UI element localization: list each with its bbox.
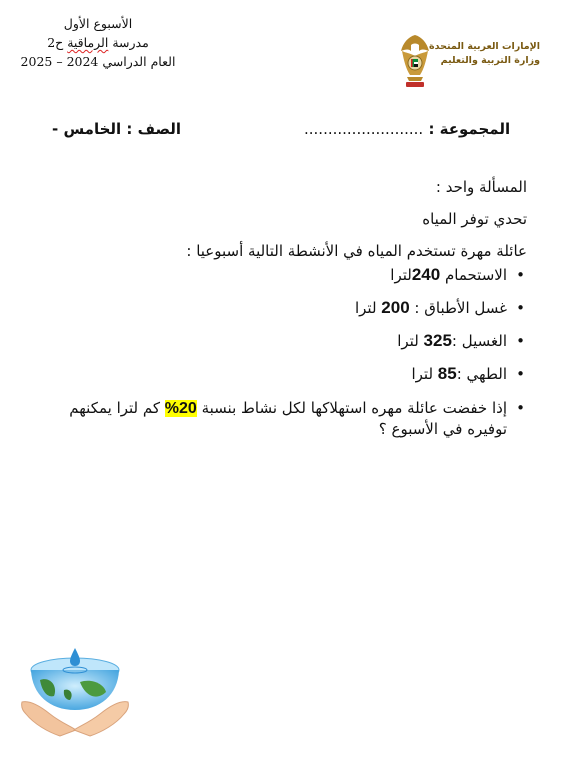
highlighted-percent: 20% (164, 400, 197, 417)
school-name: الرماقية (67, 35, 109, 50)
school-suffix: ح2 (47, 35, 68, 50)
group-label: المجموعة : (428, 120, 511, 138)
header-info (8, 14, 188, 71)
question-text-after: كم لترا يمكنهم توفيره في الأسبوع ؟ (69, 399, 507, 438)
problem-subtitle: تحدي توفر المياه (422, 210, 527, 228)
water-globe-hands-icon (20, 640, 130, 740)
problem-intro: عائلة مهرة تستخدم المياه في الأنشطة التالية أسبوعيا : (186, 242, 527, 260)
problem-title: المسألة واحد : (435, 178, 527, 196)
item-label: الغسيل : (451, 332, 507, 350)
item-label: غسل الأطباق : (409, 299, 507, 317)
list-item (47, 332, 527, 350)
item-label: الطهي : (456, 365, 507, 383)
list-item (47, 299, 527, 317)
ministry-line2: وزارة التربية والتعليم (440, 55, 540, 66)
item-unit: لترا (411, 365, 438, 383)
list-item (47, 266, 527, 284)
activity-list (47, 266, 527, 455)
uae-emblem-icon (398, 31, 432, 91)
group-field (304, 120, 510, 138)
week-label: الأسبوع الأول (63, 16, 133, 31)
item-value: 85 (437, 364, 457, 383)
ministry-text (428, 40, 540, 68)
group-dots: ......................... (304, 120, 424, 138)
ministry-line1: الإمارات العربية المتحدة (429, 41, 540, 52)
academic-year: العام الدراسي 2024 – 2025 (20, 54, 176, 69)
item-unit: لترا (397, 332, 424, 350)
school-prefix: مدرسة (108, 35, 149, 50)
question-item (47, 398, 527, 440)
item-value: 325 (423, 331, 452, 350)
item-unit: لترا (354, 299, 382, 317)
list-item (47, 365, 527, 383)
school-line (8, 33, 188, 52)
item-value: 240 (411, 265, 441, 284)
item-label: الاستحمام (440, 266, 507, 284)
grade-label: الصف : الخامس - (52, 120, 182, 138)
question-text-before: إذا خفضت عائلة مهره استهلاكها لكل نشاط بنسبة (196, 399, 507, 417)
item-value: 200 (381, 298, 410, 317)
item-unit: لترا (390, 266, 412, 284)
